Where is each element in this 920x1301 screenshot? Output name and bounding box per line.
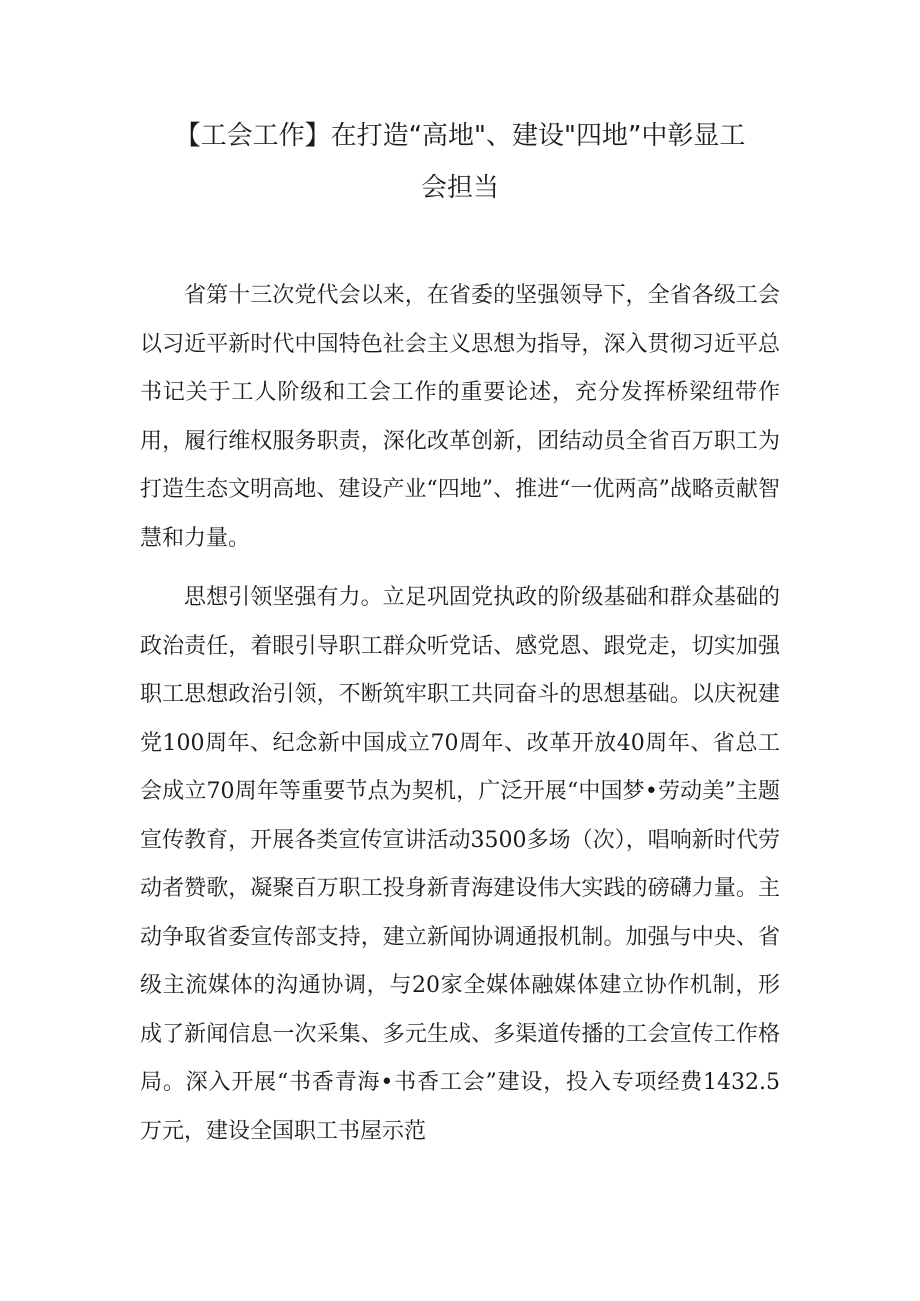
paragraph-ideological-guidance: 思想引领坚强有力。立足巩固党执政的阶级基础和群众基础的政治责任，着眼引导职工群众听党话、感党恩、跟党走，切实加强职工思想政治引领，不断筑牢职工共同奋斗的思想基础。以庆祝建党100周年、纪念新中国成立70周年、改革开放40周年、省总工会成立70周年等重要节点为契机，广泛开展“中国梦•劳动美”主题宣传教育，开展各类宣传宣讲活动3500多场（次），唱响新时代劳动者赞歌，凝聚百万职工投身新青海建设伟大实践的磅礴力量。主动争取省委宣传部支持，建立新闻协调通报机制。加强与中央、省级主流媒体的沟通协调，与20家全媒体融媒体建立协作机制，形成了新闻信息一次采集、多元生成、多渠道传播的工会宣传工作格局。深入开展“书香青海•书香工会”建设，投入专项经费1432.5万元，建设全国职工书屋示范 <box>140 585 780 1144</box>
title-line-1: 【工会工作】在打造“高地"、建设"四地”中彰显工 <box>174 121 746 151</box>
document-body <box>140 272 780 1156</box>
title-line-2: 会担当 <box>420 173 499 203</box>
paragraph-intro: 省第十三次党代会以来，在省委的坚强领导下，全省各级工会以习近平新时代中国特色社会主义思想为指导，深入贯彻习近平总书记关于工人阶级和工会工作的重要论述，充分发挥桥梁纽带作用，履行维权服务职责，深化改革创新，团结动员全省百万职工为打造生态文明高地、建设产业“四地”、推进“一优两高”战略贡献智慧和力量。 <box>140 283 780 551</box>
document-title <box>130 110 790 214</box>
